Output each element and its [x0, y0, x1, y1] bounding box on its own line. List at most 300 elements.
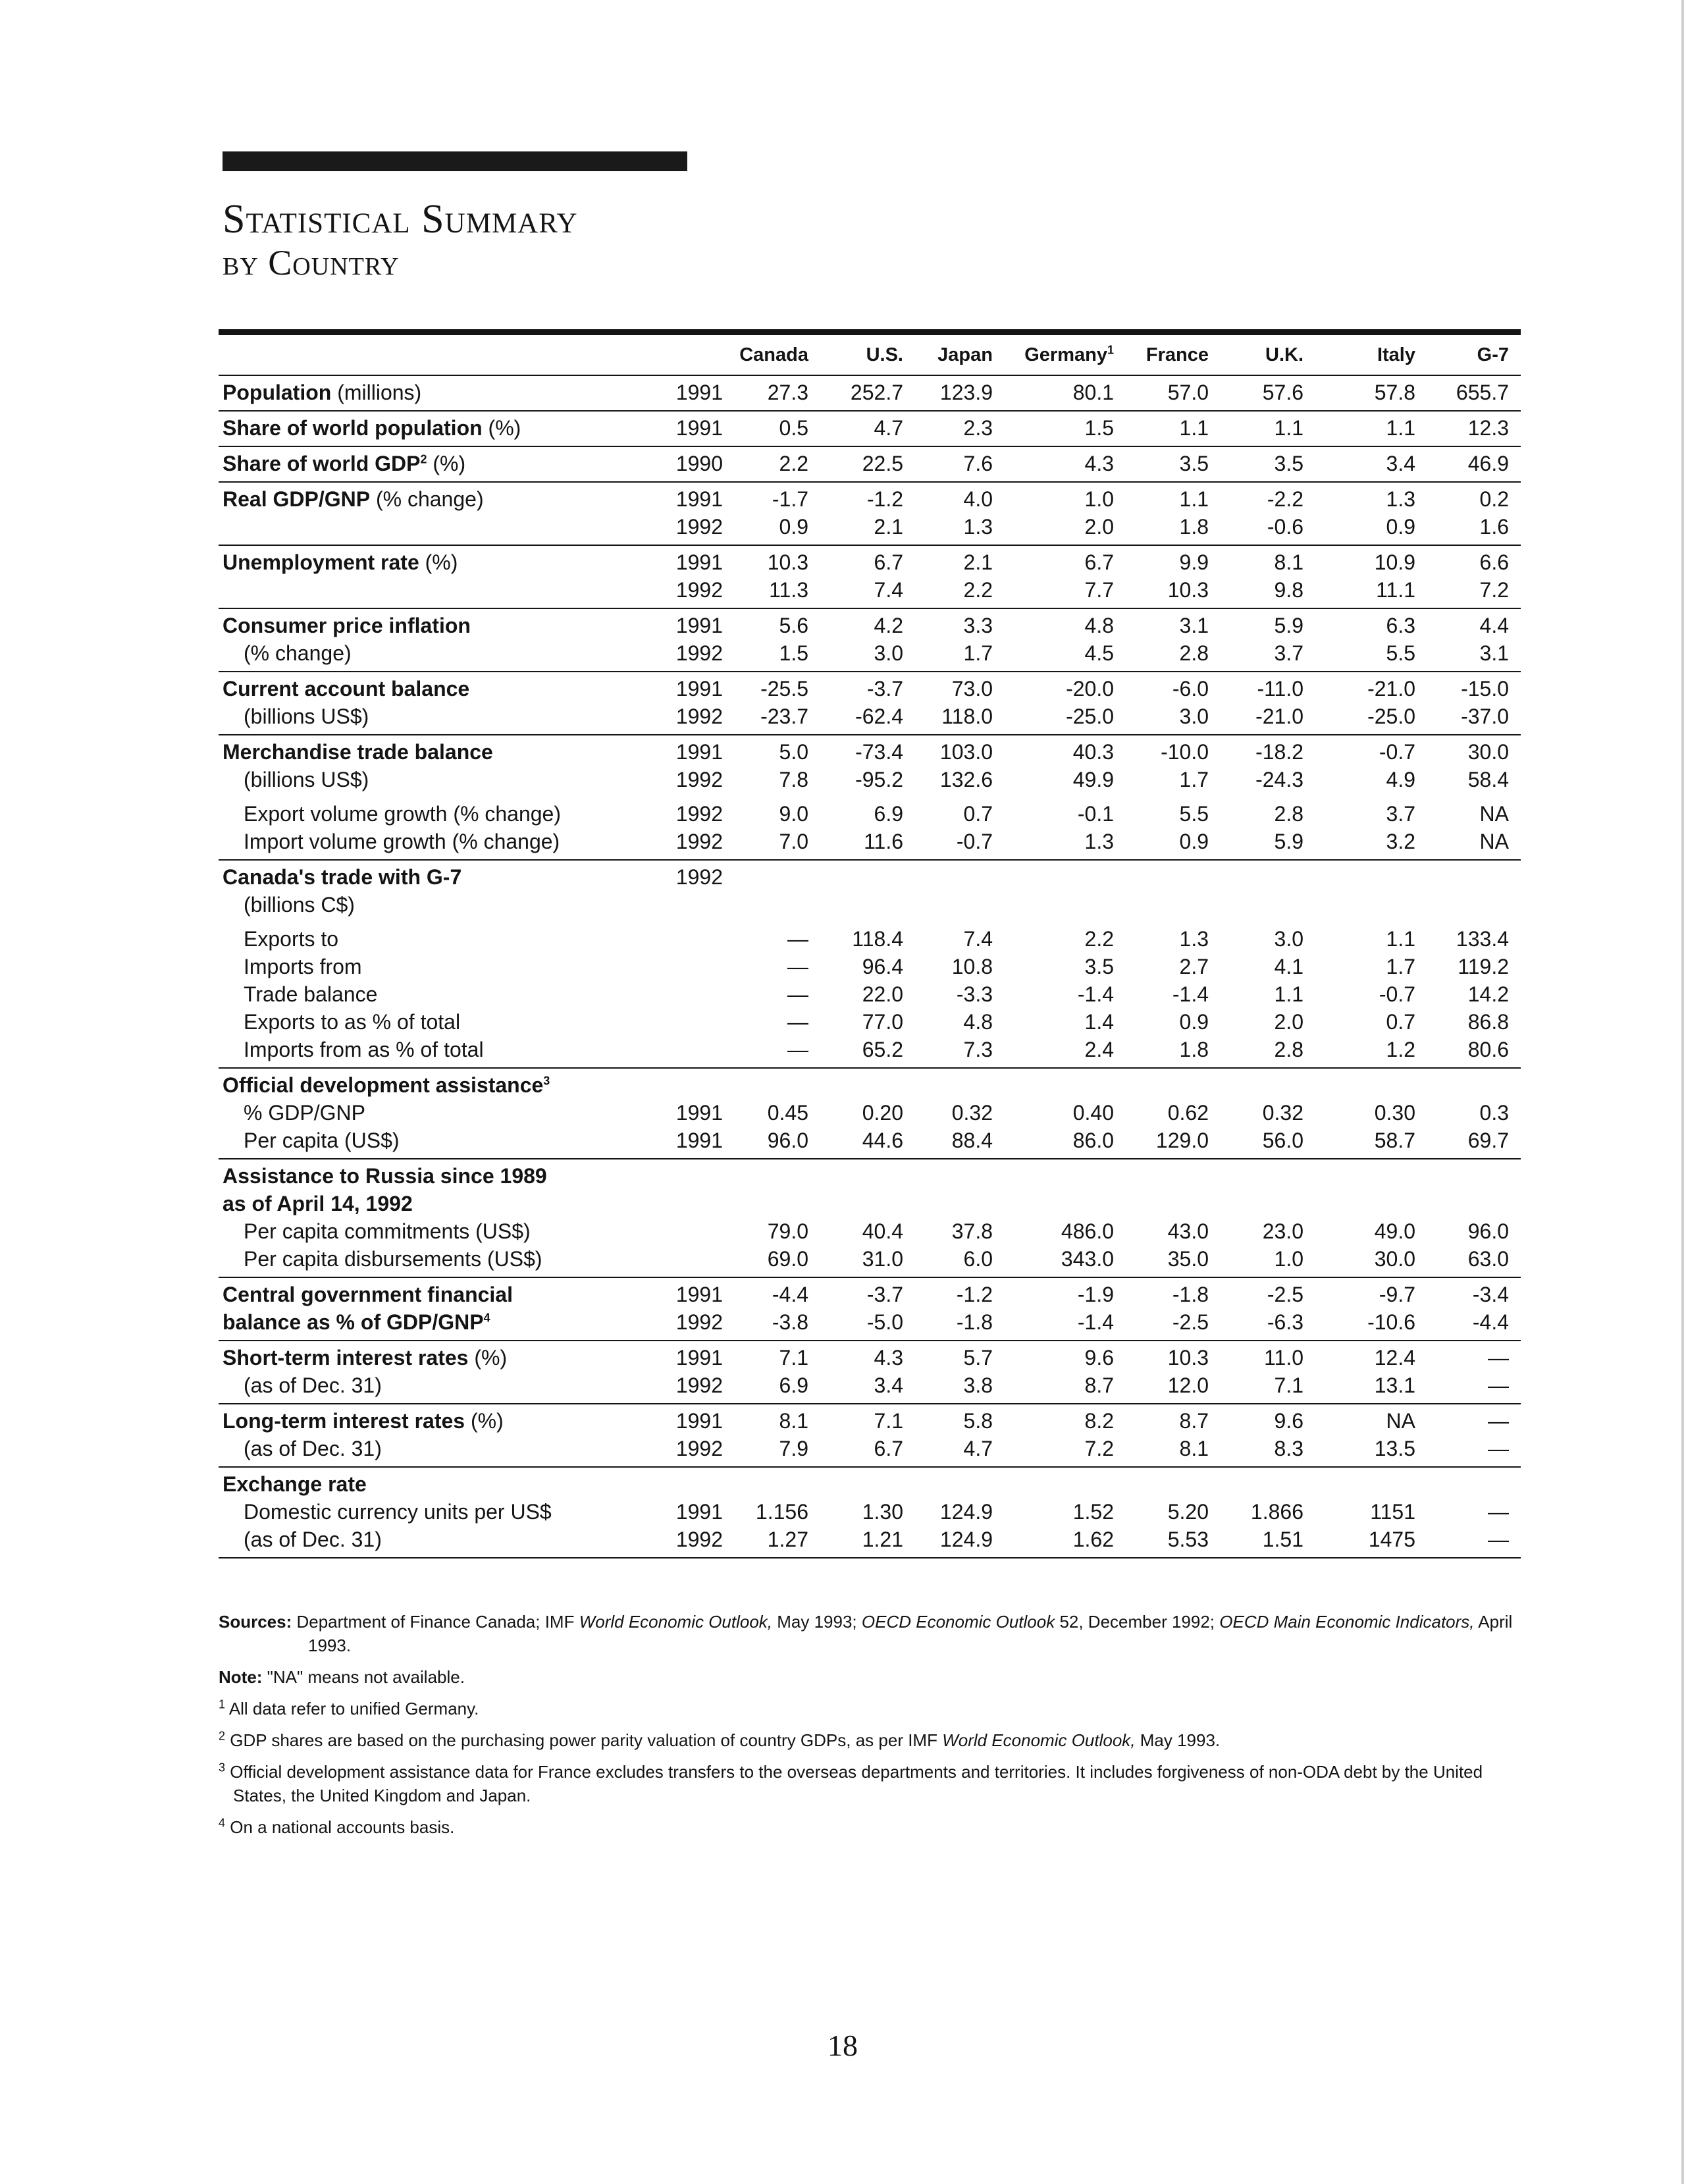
row-year: 1991: [675, 1129, 723, 1152]
cell-g-7: -15.0: [1461, 677, 1509, 701]
cell-u-s: 96.4: [862, 955, 903, 978]
table-section: [219, 672, 1521, 735]
cell-france: -6.0: [1172, 677, 1209, 701]
table-row: [219, 379, 1521, 406]
cell-germany: 7.7: [1084, 578, 1114, 602]
row-year: 1991: [675, 1101, 723, 1125]
table-row: [219, 639, 1521, 667]
cell-france: 1.8: [1179, 1038, 1209, 1061]
row-label: [244, 1498, 552, 1526]
cell-germany: 4.8: [1084, 614, 1114, 637]
cell-u-k: 8.1: [1274, 550, 1303, 574]
table-row: [219, 1099, 1521, 1127]
cell-g-7: 0.3: [1479, 1101, 1509, 1125]
row-label-text: as of April 14, 1992: [223, 1192, 413, 1215]
cell-g-7: 119.2: [1458, 955, 1509, 978]
cell-u-k: 57.6: [1262, 381, 1303, 404]
cell-germany: 1.4: [1084, 1010, 1114, 1034]
row-label: [223, 1281, 513, 1308]
cell-u-k: 23.0: [1262, 1219, 1303, 1243]
cell-japan: 123.9: [939, 381, 993, 404]
cell-japan: 0.32: [951, 1101, 993, 1125]
row-label-text: Export volume growth (% change): [244, 802, 561, 826]
cell-france: 1.1: [1179, 416, 1209, 440]
cell-canada: 0.45: [767, 1101, 808, 1125]
table-section: [219, 483, 1521, 546]
row-label-text: Merchandise trade balance: [223, 740, 493, 764]
cell-germany: -1.9: [1077, 1283, 1114, 1306]
cell-canada: 2.2: [779, 452, 808, 475]
row-label: [223, 548, 458, 576]
row-label-text: % GDP/GNP: [244, 1101, 365, 1125]
title-line-1: Statistical Summary: [223, 197, 578, 242]
sources-note: [219, 1610, 1522, 1657]
cell-france: 1.8: [1179, 515, 1209, 539]
row-year: 1992: [675, 705, 723, 728]
cell-italy: -21.0: [1367, 677, 1415, 701]
cell-japan: 118.0: [941, 705, 993, 728]
row-label-text: Imports from: [244, 955, 362, 978]
cell-u-k: 1.866: [1250, 1500, 1303, 1524]
cell-canada: -3.8: [772, 1310, 808, 1334]
row-label-text: (as of Dec. 31): [244, 1528, 382, 1551]
row-year: 1991: [675, 1409, 723, 1433]
row-label: [223, 1344, 507, 1372]
row-label-text: (as of Dec. 31): [244, 1437, 382, 1460]
notes: [219, 1610, 1522, 1847]
cell-canada: —: [787, 927, 808, 951]
row-label: [244, 953, 362, 980]
table-row: [219, 548, 1521, 576]
row-label-text: Per capita disbursements (US$): [244, 1247, 542, 1271]
row-year: 1992: [675, 1528, 723, 1551]
cell-france: 35.0: [1167, 1247, 1209, 1271]
table-row: [219, 766, 1521, 793]
row-label-unit: (%): [482, 416, 521, 440]
cell-germany: -0.1: [1077, 802, 1114, 826]
cell-italy: 58.7: [1374, 1129, 1415, 1152]
publication-title: OECD Economic Outlook: [861, 1612, 1055, 1632]
cell-u-k: 2.8: [1274, 1038, 1303, 1061]
row-label-text: Consumer price inflation: [223, 614, 471, 637]
footnote-marker: 2: [420, 452, 427, 466]
cell-japan: 5.8: [963, 1409, 993, 1433]
cell-canada: 5.0: [779, 740, 808, 764]
table-row: [219, 703, 1521, 730]
column-header-germany: [1015, 344, 1114, 366]
row-label: [244, 1526, 382, 1553]
table-row: [219, 612, 1521, 639]
cell-u-s: 22.5: [862, 452, 903, 475]
cell-g-7: -3.4: [1472, 1283, 1509, 1306]
cell-italy: 0.9: [1386, 515, 1415, 539]
cell-u-k: 2.8: [1274, 802, 1303, 826]
cell-france: 129.0: [1155, 1129, 1209, 1152]
cell-italy: 0.30: [1374, 1101, 1415, 1125]
cell-italy: 10.9: [1374, 550, 1415, 574]
cell-u-k: 3.5: [1274, 452, 1303, 475]
cell-canada: —: [787, 982, 808, 1006]
cell-italy: 6.3: [1386, 614, 1415, 637]
cell-italy: 1.2: [1386, 1038, 1415, 1061]
cell-france: 3.0: [1179, 705, 1209, 728]
cell-g-7: 30.0: [1467, 740, 1509, 764]
row-year: 1991: [675, 381, 723, 404]
cell-u-s: 4.7: [874, 416, 903, 440]
row-year: 1992: [675, 768, 723, 791]
row-label-text: Population: [223, 381, 332, 404]
row-label-unit: (%): [419, 550, 458, 574]
cell-france: 5.53: [1167, 1528, 1209, 1551]
cell-france: 2.7: [1179, 955, 1209, 978]
cell-france: -1.8: [1172, 1283, 1209, 1306]
cell-g-7: 655.7: [1456, 381, 1509, 404]
cell-canada: 6.9: [779, 1373, 808, 1397]
row-label: [244, 1036, 484, 1063]
cell-g-7: 0.2: [1479, 487, 1509, 511]
cell-japan: 2.3: [963, 416, 993, 440]
cell-g-7: NA: [1479, 830, 1509, 853]
cell-canada: -4.4: [772, 1283, 808, 1306]
cell-canada: 1.5: [779, 641, 808, 665]
row-label: [223, 1190, 413, 1217]
cell-germany: 8.7: [1084, 1373, 1114, 1397]
cell-canada: 69.0: [767, 1247, 808, 1271]
cell-g-7: —: [1488, 1373, 1509, 1397]
row-label: [223, 738, 493, 766]
row-label-text: (billions C$): [244, 893, 355, 917]
cell-japan: -1.2: [956, 1283, 993, 1306]
table-row: [219, 800, 1521, 828]
cell-canada: -25.5: [760, 677, 808, 701]
cell-u-k: 2.0: [1274, 1010, 1303, 1034]
row-label: [223, 1308, 490, 1336]
cell-italy: 1.1: [1386, 416, 1415, 440]
cell-u-s: 11.6: [864, 830, 903, 853]
cell-japan: 3.8: [963, 1373, 993, 1397]
footnote-4-text: On a national accounts basis.: [230, 1817, 455, 1837]
row-label: [244, 766, 369, 793]
cell-france: 5.20: [1167, 1500, 1209, 1524]
table-section: [219, 1404, 1521, 1468]
cell-france: 57.0: [1167, 381, 1209, 404]
cell-u-s: -73.4: [855, 740, 903, 764]
cell-u-s: -1.2: [866, 487, 903, 511]
cell-g-7: 86.8: [1467, 1010, 1509, 1034]
row-label-text: (as of Dec. 31): [244, 1373, 382, 1397]
row-label-text: Import volume growth (% change): [244, 830, 560, 853]
table-row: [219, 1470, 1521, 1498]
column-header-label: U.S.: [866, 344, 903, 365]
scan-edge: [1681, 0, 1684, 2184]
row-label-text: Current account balance: [223, 677, 470, 701]
cell-germany: 2.0: [1084, 515, 1114, 539]
cell-u-k: 3.7: [1274, 641, 1303, 665]
cell-japan: -0.7: [956, 830, 993, 853]
cell-japan: 1.7: [963, 641, 993, 665]
cell-germany: 3.5: [1084, 955, 1114, 978]
cell-canada: 1.156: [755, 1500, 808, 1524]
cell-france: 10.3: [1167, 1346, 1209, 1370]
row-label: [244, 800, 561, 828]
cell-u-k: -11.0: [1257, 677, 1303, 701]
cell-france: -1.4: [1172, 982, 1209, 1006]
cell-germany: -1.4: [1077, 982, 1114, 1006]
cell-u-s: 7.1: [874, 1409, 903, 1433]
table-row: [219, 1162, 1521, 1190]
cell-france: 1.7: [1179, 768, 1209, 791]
cell-germany: 9.6: [1084, 1346, 1114, 1370]
cell-canada: —: [787, 1010, 808, 1034]
cell-u-s: -5.0: [866, 1310, 903, 1334]
cell-u-k: 0.32: [1262, 1101, 1303, 1125]
cell-g-7: —: [1488, 1500, 1509, 1524]
cell-germany: 8.2: [1084, 1409, 1114, 1433]
cell-u-s: 1.30: [862, 1500, 903, 1524]
cell-u-k: -21.0: [1255, 705, 1303, 728]
cell-u-s: 6.9: [874, 802, 903, 826]
table-row: [219, 450, 1521, 477]
footnote-marker: 3: [543, 1074, 550, 1088]
table-row: [219, 675, 1521, 703]
cell-italy: 1.7: [1386, 955, 1415, 978]
table-section: [219, 609, 1521, 672]
cell-u-k: 1.0: [1274, 1247, 1303, 1271]
cell-canada: —: [787, 955, 808, 978]
table-section: [219, 376, 1521, 412]
cell-italy: 3.7: [1386, 802, 1415, 826]
cell-canada: 1.27: [767, 1528, 808, 1551]
table-section: [219, 1278, 1521, 1341]
cell-u-k: -18.2: [1255, 740, 1303, 764]
cell-g-7: 4.4: [1479, 614, 1509, 637]
cell-france: 12.0: [1167, 1373, 1209, 1397]
cell-g-7: 1.6: [1479, 515, 1509, 539]
cell-germany: 40.3: [1072, 740, 1114, 764]
cell-germany: 86.0: [1072, 1129, 1114, 1152]
cell-u-k: -24.3: [1255, 768, 1303, 791]
table-section: [219, 1159, 1521, 1278]
row-label: [223, 450, 465, 477]
cell-italy: 1475: [1368, 1528, 1415, 1551]
cell-u-k: 7.1: [1274, 1373, 1303, 1397]
table-row: [219, 1498, 1521, 1526]
cell-u-k: 1.1: [1274, 982, 1303, 1006]
row-label-text: balance as % of GDP/GNP: [223, 1310, 484, 1334]
cell-u-s: -3.7: [866, 677, 903, 701]
page-number: 18: [828, 2029, 858, 2062]
table-row: [219, 1344, 1521, 1372]
table-row: [219, 576, 1521, 604]
cell-italy: -9.7: [1379, 1283, 1415, 1306]
cell-g-7: 63.0: [1467, 1247, 1509, 1271]
cell-italy: 30.0: [1374, 1247, 1415, 1271]
cell-canada: 7.9: [779, 1437, 808, 1460]
table-row: [219, 925, 1521, 953]
table-section: [219, 412, 1521, 447]
cell-france: 10.3: [1167, 578, 1209, 602]
table-row: [219, 1036, 1521, 1063]
table-row: [219, 1407, 1521, 1435]
cell-canada: -23.7: [760, 705, 808, 728]
row-year: 1992: [675, 515, 723, 539]
cell-france: 8.1: [1179, 1437, 1209, 1460]
cell-canada: 9.0: [779, 802, 808, 826]
table-row: [219, 953, 1521, 980]
table-section: [219, 1069, 1521, 1159]
table-row: [219, 891, 1521, 919]
cell-u-s: 44.6: [862, 1129, 903, 1152]
row-label-text: Central government financial: [223, 1283, 513, 1306]
cell-germany: 486.0: [1061, 1219, 1114, 1243]
row-label-text: Imports from as % of total: [244, 1038, 484, 1061]
cell-italy: -0.7: [1379, 740, 1415, 764]
cell-g-7: 80.6: [1467, 1038, 1509, 1061]
row-label: [244, 1127, 400, 1154]
row-year: 1992: [675, 802, 723, 826]
cell-italy: 1151: [1370, 1500, 1415, 1524]
column-header-japan: [894, 344, 993, 366]
footnote-2: $^2$ GDP shares are based on the purchasing power parity valuation of country GDPs, as per IMF World Economic Outlook, May 1993.: [219, 1729, 1221, 1750]
cell-u-s: 4.2: [874, 614, 903, 637]
row-year: 1991: [675, 487, 723, 511]
cell-italy: 49.0: [1374, 1219, 1415, 1243]
cell-japan: 124.9: [939, 1528, 993, 1551]
row-label-text: Real GDP/GNP: [223, 487, 371, 511]
cell-germany: 49.9: [1072, 768, 1114, 791]
cell-germany: -1.4: [1077, 1310, 1114, 1334]
row-label-text: Unemployment rate: [223, 550, 419, 574]
cell-france: -2.5: [1172, 1310, 1209, 1334]
cell-germany: 7.2: [1084, 1437, 1114, 1460]
cell-germany: 1.0: [1084, 487, 1114, 511]
row-year: 1992: [675, 830, 723, 853]
table-row: [219, 980, 1521, 1008]
column-header-label: U.K.: [1265, 344, 1303, 365]
cell-germany: 4.3: [1084, 452, 1114, 475]
cell-u-k: -2.5: [1267, 1283, 1303, 1306]
column-header-label: Japan: [937, 344, 993, 365]
cell-italy: 0.7: [1386, 1010, 1415, 1034]
cell-u-s: 0.20: [862, 1101, 903, 1125]
page-title: [223, 198, 578, 284]
cell-germany: 1.3: [1084, 830, 1114, 853]
cell-u-k: 3.0: [1274, 927, 1303, 951]
cell-japan: 7.6: [963, 452, 993, 475]
cell-u-k: 9.8: [1274, 578, 1303, 602]
cell-g-7: 46.9: [1467, 452, 1509, 475]
row-label: [223, 675, 469, 703]
column-header-italy: [1317, 344, 1415, 366]
cell-japan: 1.3: [963, 515, 993, 539]
row-label: [244, 1217, 531, 1245]
row-label-unit: (%): [468, 1346, 508, 1370]
cell-germany: 0.40: [1072, 1101, 1114, 1125]
table-row: [219, 1308, 1521, 1336]
row-label: [244, 1372, 382, 1399]
cell-japan: 3.3: [963, 614, 993, 637]
row-label: [244, 1435, 382, 1462]
table-row: [219, 1245, 1521, 1273]
row-label: [223, 1071, 550, 1099]
cell-germany: 1.52: [1072, 1500, 1114, 1524]
note-fragment: GDP shares are based on the purchasing power parity valuation of country GDPs, as per IMF: [230, 1730, 943, 1750]
row-label: [244, 639, 352, 667]
cell-italy: 1.1: [1386, 927, 1415, 951]
row-label-unit: (% change): [370, 487, 484, 511]
cell-france: 0.9: [1179, 830, 1209, 853]
cell-g-7: 6.6: [1479, 550, 1509, 574]
cell-canada: 11.3: [769, 578, 808, 602]
row-label: [244, 828, 560, 855]
cell-u-s: -95.2: [855, 768, 903, 791]
table-row: [219, 1008, 1521, 1036]
cell-g-7: 12.3: [1467, 416, 1509, 440]
cell-u-k: 9.6: [1274, 1409, 1303, 1433]
table-row: [219, 863, 1521, 891]
cell-g-7: 96.0: [1467, 1219, 1509, 1243]
table-row: [219, 513, 1521, 541]
row-year: 1991: [675, 1500, 723, 1524]
row-label-unit: (%): [427, 452, 466, 475]
cell-italy: -0.7: [1379, 982, 1415, 1006]
row-label: [223, 1407, 504, 1435]
cell-japan: 124.9: [939, 1500, 993, 1524]
na-note: [219, 1665, 1522, 1689]
row-label: [244, 703, 369, 730]
cell-italy: 12.4: [1374, 1346, 1415, 1370]
row-year: 1990: [675, 452, 723, 475]
table-section: [219, 861, 1521, 1069]
row-label: [244, 891, 355, 919]
publication-title: World Economic Outlook,: [942, 1730, 1136, 1750]
row-label: [223, 485, 484, 513]
cell-u-s: 77.0: [862, 1010, 903, 1034]
row-label-text: Short-term interest rates: [223, 1346, 469, 1370]
table-section: [219, 546, 1521, 609]
row-year: 1991: [675, 1346, 723, 1370]
cell-canada: 7.0: [779, 830, 808, 853]
cell-japan: -1.8: [956, 1310, 993, 1334]
table-row: [219, 738, 1521, 766]
cell-italy: 13.1: [1374, 1373, 1415, 1397]
row-label-text: Official development assistance: [223, 1073, 544, 1097]
table-row: [219, 1190, 1521, 1217]
cell-g-7: 14.2: [1467, 982, 1509, 1006]
cell-canada: 7.1: [779, 1346, 808, 1370]
sources-text: [292, 1612, 1512, 1655]
cell-france: 5.5: [1179, 802, 1209, 826]
cell-italy: -25.0: [1367, 705, 1415, 728]
row-label-text: Canada's trade with G-7: [223, 865, 462, 889]
footnote-1: $^1$ All data refer to unified Germany.: [219, 1697, 479, 1718]
row-year: 1991: [675, 550, 723, 574]
cell-japan: 37.8: [951, 1219, 993, 1243]
cell-u-s: 3.4: [874, 1373, 903, 1397]
cell-germany: 1.62: [1072, 1528, 1114, 1551]
cell-france: 0.9: [1179, 1010, 1209, 1034]
cell-g-7: 133.4: [1456, 927, 1509, 951]
cell-italy: 57.8: [1374, 381, 1415, 404]
cell-france: -10.0: [1161, 740, 1209, 764]
row-label: [223, 379, 421, 406]
cell-u-k: 8.3: [1274, 1437, 1303, 1460]
column-header-u-s: [804, 344, 903, 366]
cell-japan: 0.7: [963, 802, 993, 826]
cell-italy: 3.4: [1386, 452, 1415, 475]
row-year: 1991: [675, 416, 723, 440]
note-fragment: May 1993.: [1135, 1730, 1221, 1750]
